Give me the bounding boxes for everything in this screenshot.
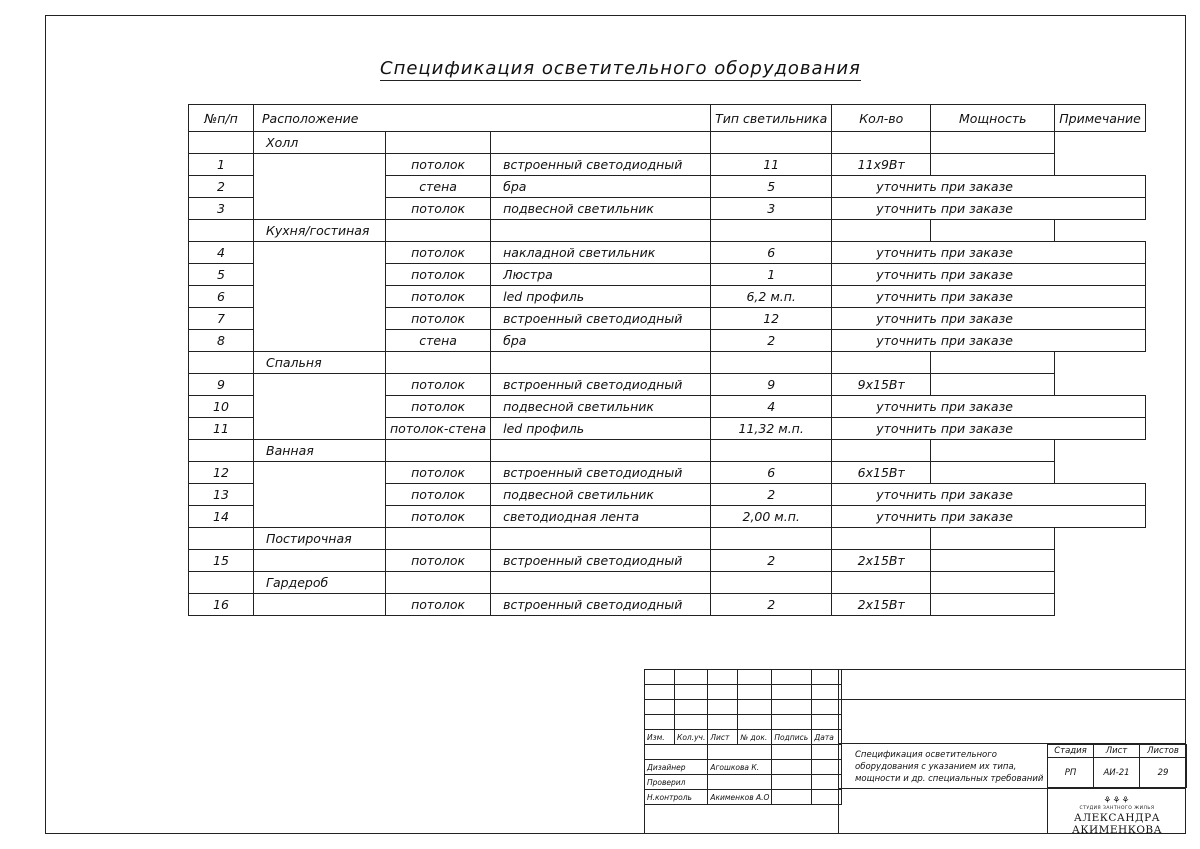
item-number: 12 bbox=[189, 462, 254, 484]
location-merged-cell bbox=[254, 374, 386, 440]
quantity: 2 bbox=[711, 330, 832, 352]
item-number: 2 bbox=[189, 176, 254, 198]
note: уточнить при заказе bbox=[832, 330, 1146, 352]
section-power-cell bbox=[832, 132, 931, 154]
studio-logo bbox=[1052, 797, 1182, 836]
section-qty-cell bbox=[711, 352, 832, 374]
item-number: 7 bbox=[189, 308, 254, 330]
section-qty-cell bbox=[711, 572, 832, 594]
section-type-cell bbox=[491, 352, 711, 374]
section-note-cell bbox=[931, 132, 1055, 154]
table-row bbox=[189, 242, 1146, 264]
signature-role: Н.контроль bbox=[645, 790, 708, 805]
quantity: 2,00 м.п. bbox=[711, 506, 832, 528]
signature-role: Проверил bbox=[645, 775, 708, 790]
description-line: мощности и др. специальных требований bbox=[855, 774, 1044, 784]
mount-location: потолок bbox=[386, 286, 491, 308]
mount-location: потолок bbox=[386, 154, 491, 176]
stage-table bbox=[1047, 744, 1187, 788]
note: уточнить при заказе bbox=[832, 396, 1146, 418]
col-date: Дата bbox=[812, 730, 842, 745]
fixture-type: встроенный светодиодный bbox=[491, 462, 711, 484]
note bbox=[931, 594, 1055, 616]
power: 2х15Вт bbox=[832, 594, 931, 616]
location-merged-cell bbox=[254, 242, 386, 352]
item-number: 11 bbox=[189, 418, 254, 440]
sheets-value: 29 bbox=[1140, 758, 1187, 788]
sheet-description bbox=[855, 749, 1055, 785]
power: 2х15Вт bbox=[832, 550, 931, 572]
col-sheet: Лист bbox=[708, 730, 738, 745]
section-row bbox=[189, 220, 1146, 242]
quantity: 4 bbox=[711, 396, 832, 418]
fixture-type: встроенный светодиодный bbox=[491, 308, 711, 330]
section-where-cell bbox=[386, 440, 491, 462]
item-number: 9 bbox=[189, 374, 254, 396]
sheets-header: Листов bbox=[1140, 745, 1187, 758]
col-doc-no: № док. bbox=[738, 730, 772, 745]
note: уточнить при заказе bbox=[832, 506, 1146, 528]
section-note-cell bbox=[931, 220, 1055, 242]
section-type-cell bbox=[491, 528, 711, 550]
note: уточнить при заказе bbox=[832, 242, 1146, 264]
section-power-cell bbox=[832, 528, 931, 550]
fixture-type: подвесной светильник bbox=[491, 198, 711, 220]
section-name: Холл bbox=[254, 132, 386, 154]
section-number-cell bbox=[189, 352, 254, 374]
table-row bbox=[189, 374, 1146, 396]
mount-location: потолок bbox=[386, 198, 491, 220]
section-power-cell bbox=[832, 572, 931, 594]
table-row bbox=[189, 154, 1146, 176]
section-power-cell bbox=[832, 352, 931, 374]
section-qty-cell bbox=[711, 440, 832, 462]
section-where-cell bbox=[386, 572, 491, 594]
section-note-cell bbox=[931, 352, 1055, 374]
quantity: 6 bbox=[711, 462, 832, 484]
fixture-type: встроенный светодиодный bbox=[491, 374, 711, 396]
section-type-cell bbox=[491, 572, 711, 594]
fixture-type: Люстра bbox=[491, 264, 711, 286]
section-type-cell bbox=[491, 440, 711, 462]
section-name: Постирочная bbox=[254, 528, 386, 550]
signature-name: Агошкова К. bbox=[708, 760, 772, 775]
section-name: Гардероб bbox=[254, 572, 386, 594]
section-row bbox=[189, 572, 1146, 594]
section-number-cell bbox=[189, 440, 254, 462]
revision-header-row bbox=[645, 730, 842, 745]
item-number: 14 bbox=[189, 506, 254, 528]
mount-location: потолок bbox=[386, 242, 491, 264]
mount-location: потолок bbox=[386, 264, 491, 286]
item-number: 13 bbox=[189, 484, 254, 506]
section-row bbox=[189, 132, 1146, 154]
note: уточнить при заказе bbox=[832, 286, 1146, 308]
quantity: 5 bbox=[711, 176, 832, 198]
header-number: №п/п bbox=[189, 105, 254, 132]
section-type-cell bbox=[491, 132, 711, 154]
section-note-cell bbox=[931, 572, 1055, 594]
table-row bbox=[189, 550, 1146, 572]
quantity: 3 bbox=[711, 198, 832, 220]
title-block-divider bbox=[838, 699, 1186, 700]
logo-big-text: АЛЕКСАНДРА АКИМЕНКОВА bbox=[1071, 812, 1163, 836]
signature-name bbox=[708, 775, 772, 790]
logo-mark-icon: ⚘⚘⚘ bbox=[1103, 796, 1131, 806]
section-power-cell bbox=[832, 220, 931, 242]
section-number-cell bbox=[189, 572, 254, 594]
power: 11х9Вт bbox=[832, 154, 931, 176]
quantity: 6,2 м.п. bbox=[711, 286, 832, 308]
mount-location: стена bbox=[386, 176, 491, 198]
section-where-cell bbox=[386, 528, 491, 550]
header-power: Мощность bbox=[931, 105, 1055, 132]
item-number: 3 bbox=[189, 198, 254, 220]
item-number: 4 bbox=[189, 242, 254, 264]
signature-name: Акименков А.О bbox=[708, 790, 772, 805]
specification-table bbox=[188, 104, 1146, 616]
fixture-type: подвесной светильник bbox=[491, 484, 711, 506]
logo-small-text: СТУДИЯ ЗАНТНОГО ЖИЛЬЯ bbox=[1079, 806, 1155, 811]
note: уточнить при заказе bbox=[832, 198, 1146, 220]
mount-location: потолок bbox=[386, 506, 491, 528]
fixture-type: бра bbox=[491, 176, 711, 198]
table-row bbox=[189, 594, 1146, 616]
note bbox=[931, 462, 1055, 484]
section-name: Спальня bbox=[254, 352, 386, 374]
fixture-type: подвесной светильник bbox=[491, 396, 711, 418]
section-qty-cell bbox=[711, 132, 832, 154]
sheet-value: АИ-21 bbox=[1094, 758, 1140, 788]
section-type-cell bbox=[491, 220, 711, 242]
item-number: 6 bbox=[189, 286, 254, 308]
section-qty-cell bbox=[711, 220, 832, 242]
quantity: 6 bbox=[711, 242, 832, 264]
mount-location: потолок-стена bbox=[386, 418, 491, 440]
fixture-type: led профиль bbox=[491, 286, 711, 308]
item-number: 8 bbox=[189, 330, 254, 352]
header-location: Расположение bbox=[254, 105, 711, 132]
note: уточнить при заказе bbox=[832, 264, 1146, 286]
power: 9х15Вт bbox=[832, 374, 931, 396]
table-header-row bbox=[189, 105, 1146, 132]
mount-location: потолок bbox=[386, 462, 491, 484]
note: уточнить при заказе bbox=[832, 418, 1146, 440]
section-where-cell bbox=[386, 132, 491, 154]
location-merged-cell bbox=[254, 154, 386, 220]
note bbox=[931, 374, 1055, 396]
section-qty-cell bbox=[711, 528, 832, 550]
item-number: 16 bbox=[189, 594, 254, 616]
col-signature: Подпись bbox=[772, 730, 812, 745]
description-line: оборудования с указанием их типа, bbox=[855, 762, 1017, 772]
quantity: 2 bbox=[711, 484, 832, 506]
mount-location: потолок bbox=[386, 374, 491, 396]
quantity: 9 bbox=[711, 374, 832, 396]
note: уточнить при заказе bbox=[832, 176, 1146, 198]
note: уточнить при заказе bbox=[832, 308, 1146, 330]
stage-value: РП bbox=[1048, 758, 1094, 788]
power: 6х15Вт bbox=[832, 462, 931, 484]
mount-location: стена bbox=[386, 330, 491, 352]
section-number-cell bbox=[189, 220, 254, 242]
table-row bbox=[189, 462, 1146, 484]
location-merged-cell bbox=[254, 594, 386, 616]
section-name: Ванная bbox=[254, 440, 386, 462]
mount-location: потолок bbox=[386, 308, 491, 330]
section-row bbox=[189, 352, 1146, 374]
sheet-header: Лист bbox=[1094, 745, 1140, 758]
quantity: 1 bbox=[711, 264, 832, 286]
section-note-cell bbox=[931, 440, 1055, 462]
header-type: Тип светильника bbox=[711, 105, 832, 132]
item-number: 10 bbox=[189, 396, 254, 418]
section-where-cell bbox=[386, 352, 491, 374]
mount-location: потолок bbox=[386, 550, 491, 572]
quantity: 11,32 м.п. bbox=[711, 418, 832, 440]
description-line: Спецификация осветительного bbox=[855, 750, 997, 760]
title-block-divider bbox=[838, 669, 839, 834]
note: уточнить при заказе bbox=[832, 484, 1146, 506]
header-quantity: Кол-во bbox=[832, 105, 931, 132]
col-count: Кол.уч. bbox=[675, 730, 708, 745]
fixture-type: led профиль bbox=[491, 418, 711, 440]
item-number: 15 bbox=[189, 550, 254, 572]
section-power-cell bbox=[832, 440, 931, 462]
section-name: Кухня/гостиная bbox=[254, 220, 386, 242]
section-number-cell bbox=[189, 132, 254, 154]
fixture-type: накладной светильник bbox=[491, 242, 711, 264]
note bbox=[931, 550, 1055, 572]
section-row bbox=[189, 528, 1146, 550]
quantity: 2 bbox=[711, 594, 832, 616]
location-merged-cell bbox=[254, 462, 386, 528]
mount-location: потолок bbox=[386, 594, 491, 616]
note bbox=[931, 154, 1055, 176]
item-number: 1 bbox=[189, 154, 254, 176]
mount-location: потолок bbox=[386, 484, 491, 506]
fixture-type: встроенный светодиодный bbox=[491, 550, 711, 572]
section-where-cell bbox=[386, 220, 491, 242]
item-number: 5 bbox=[189, 264, 254, 286]
fixture-type: светодиодная лента bbox=[491, 506, 711, 528]
fixture-type: встроенный светодиодный bbox=[491, 594, 711, 616]
col-change: Изм. bbox=[645, 730, 675, 745]
quantity: 2 bbox=[711, 550, 832, 572]
fixture-type: встроенный светодиодный bbox=[491, 154, 711, 176]
header-note: Примечание bbox=[1055, 105, 1146, 132]
quantity: 11 bbox=[711, 154, 832, 176]
location-merged-cell bbox=[254, 550, 386, 572]
section-row bbox=[189, 440, 1146, 462]
quantity: 12 bbox=[711, 308, 832, 330]
title-block-revisions bbox=[644, 669, 842, 805]
stage-header: Стадия bbox=[1048, 745, 1094, 758]
signature-role: Дизайнер bbox=[645, 760, 708, 775]
fixture-type: бра bbox=[491, 330, 711, 352]
section-number-cell bbox=[189, 528, 254, 550]
mount-location: потолок bbox=[386, 396, 491, 418]
document-title: Спецификация осветительного оборудования bbox=[380, 58, 861, 79]
title-block-divider bbox=[838, 788, 1186, 789]
section-note-cell bbox=[931, 528, 1055, 550]
